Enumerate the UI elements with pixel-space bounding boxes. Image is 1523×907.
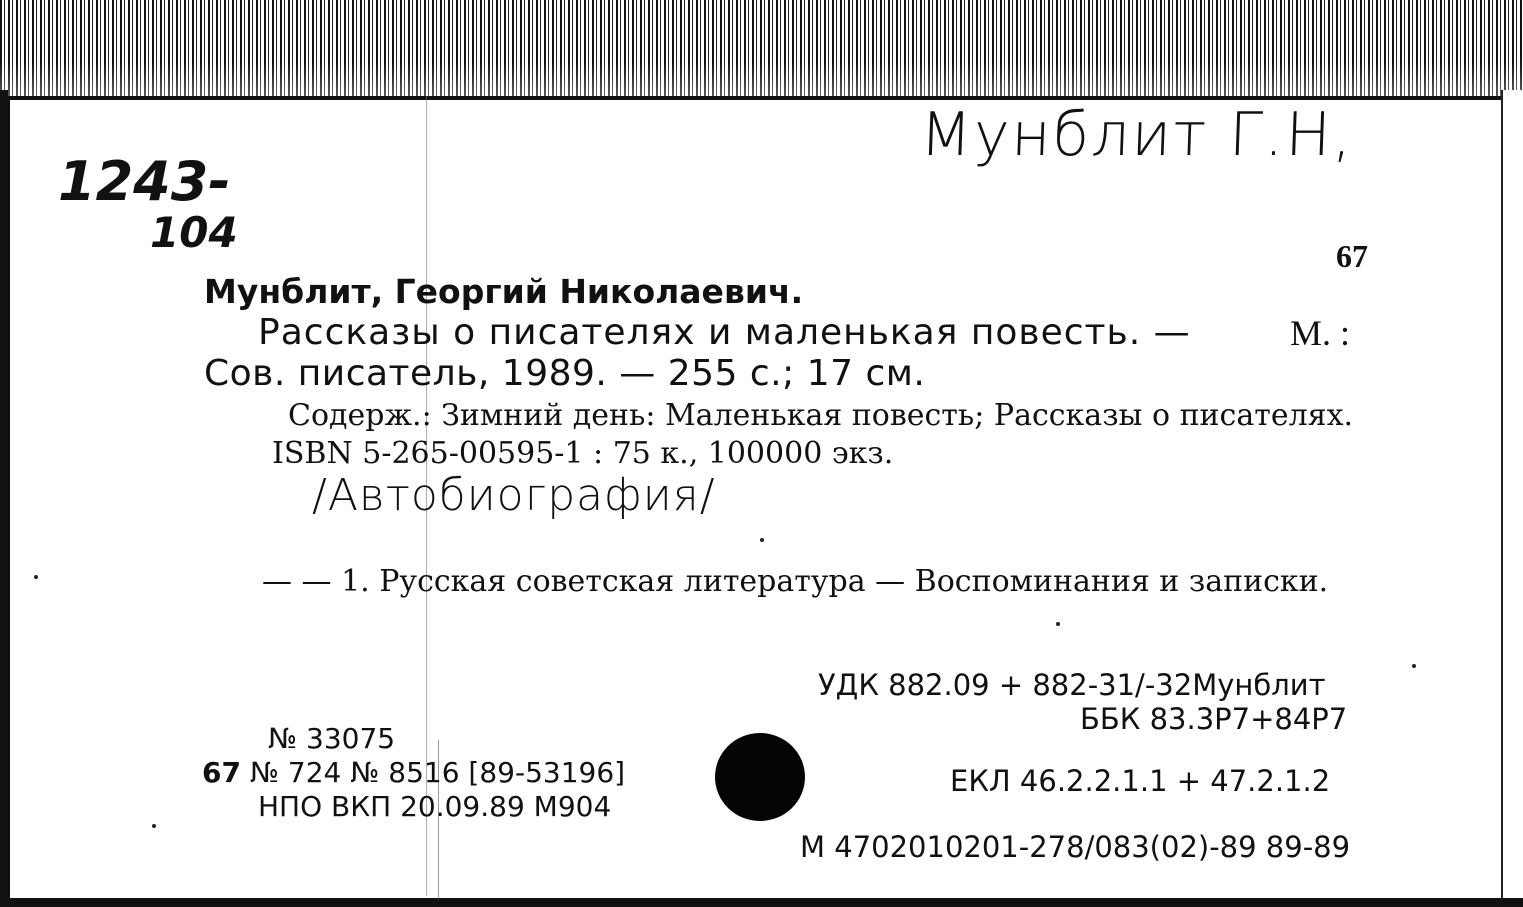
- card-number: 67: [1336, 238, 1368, 274]
- title-line-1: Рассказы о писателях и маленькая повесть. —: [258, 312, 1191, 353]
- print-line-1: № 33075: [268, 722, 396, 755]
- handwritten-code-line2: 104: [150, 208, 238, 257]
- print-line-2: [202, 756, 625, 789]
- punch-hole: [715, 733, 805, 821]
- bbk-code: ББК 83.3Р7+84Р7: [1080, 702, 1348, 736]
- scan-speck: [34, 575, 38, 579]
- title-line-1-end: М. :: [1290, 313, 1351, 353]
- scan-speck: [1412, 664, 1416, 668]
- contents-note: Содерж.: Зимний день: Маленькая повесть; Рассказы о писателях.: [288, 398, 1354, 433]
- handwritten-annotation: /Автобиография/: [312, 470, 716, 521]
- card-left-shadow: [0, 90, 8, 907]
- print-line-2-text: № 724 № 8516 [89-53196]: [249, 756, 626, 789]
- card-bottom-edge: [0, 898, 1523, 907]
- card-right-edge: [1501, 90, 1523, 907]
- isbn-line: ISBN 5-265-00595-1 : 75 к., 100000 экз.: [272, 436, 894, 471]
- print-line-3: НПО ВКП 20.09.89 М904: [258, 790, 612, 823]
- m-code: М 4702010201-278/083(02)-89 89-89: [800, 830, 1351, 864]
- handwritten-name: Мунблит Г.Н,: [918, 100, 1356, 170]
- ekl-code: ЕКЛ 46.2.2.1.1 + 47.2.1.2: [950, 764, 1331, 798]
- subject-heading: — — 1. Русская советская литература — Воспоминания и записки.: [262, 564, 1329, 599]
- print-line-2-prefix: 67: [202, 756, 241, 789]
- udk-code: УДК 882.09 + 882-31/-32Мунблит: [818, 668, 1326, 702]
- title-line-2: Сов. писатель, 1989. — 255 с.; 17 см.: [204, 353, 926, 394]
- scan-speck: [760, 538, 764, 542]
- scanned-top-edge: [0, 0, 1523, 100]
- handwritten-code-line1: 1243-: [58, 150, 231, 213]
- scan-speck: [152, 824, 156, 828]
- author-heading: Мунблит, Георгий Николаевич.: [204, 272, 804, 311]
- scan-speck: [1056, 622, 1060, 626]
